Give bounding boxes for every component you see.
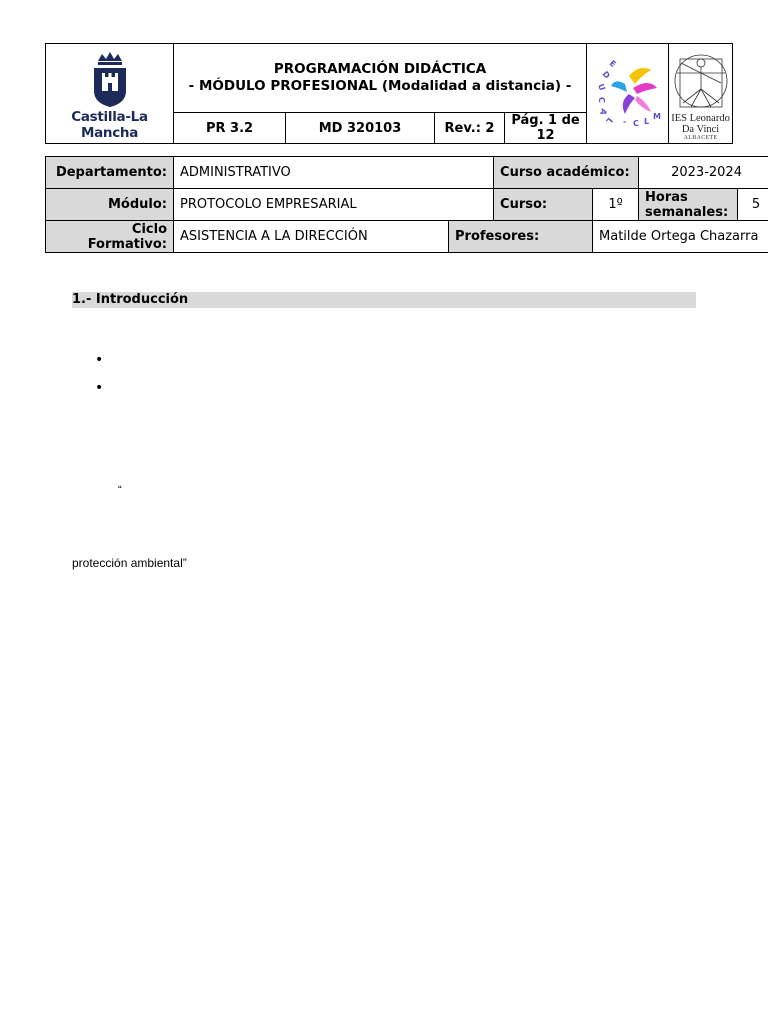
ies-leonardo-da-vinci-logo [669,44,733,144]
quote-open-mark: “ [118,484,122,496]
document-header [45,43,733,144]
document-title [174,44,587,113]
svg-text:-: - [622,116,626,126]
vitruvian-man-icon [671,47,731,113]
svg-text:C: C [632,118,639,128]
ies-city: ALBACETE [683,134,718,141]
educal-clm-logo [587,44,669,144]
svg-text:L: L [603,115,614,125]
departamento-label: Departamento: [46,157,174,189]
brand-logo-text: Castilla-La Mancha [71,108,148,141]
ies-name: IES Leonardo Da Vinci [671,112,730,135]
pr-code: PR 3.2 [174,113,286,144]
revision: Rev.: 2 [435,113,505,144]
svg-text:A: A [597,106,609,116]
svg-text:M: M [652,111,661,121]
bullet-point-2: • [95,380,104,396]
svg-text:L: L [643,116,649,126]
page-number: Pág. 1 de 12 [505,113,587,144]
ciclo-formativo-label: Ciclo Formativo: [46,221,174,253]
svg-text:U: U [595,82,607,92]
departamento-value: ADMINISTRATIVO [174,157,494,189]
educal-clm-logo-icon [589,54,667,134]
ciclo-formativo-value: ASISTENCIA A LA DIRECCIÓN [174,221,449,253]
curso-value: 1º [593,189,639,221]
title-line-1: PROGRAMACIÓN DIDÁCTICA [273,61,487,77]
paragraph-fragment: protección ambiental” [72,556,187,570]
curso-academico-label: Curso académico: [494,157,639,189]
title-line-2: - MÓDULO PROFESIONAL (Modalidad a distancia) - [188,78,572,94]
modulo-value: PROTOCOLO EMPRESARIAL [174,189,494,221]
svg-text:D: D [600,69,612,80]
curso-academico-value: 2023-2024 [639,157,768,189]
course-info-table [45,156,768,253]
bullet-point-1: • [95,352,104,368]
section-heading-text: 1.- Introducción [72,292,189,307]
svg-text:E: E [607,58,618,69]
horas-semanales-value: 5 [738,189,768,221]
castilla-la-mancha-logo [46,44,174,144]
profesores-value: Matilde Ortega Chazarra [593,221,768,253]
md-code: MD 320103 [286,113,435,144]
modulo-label: Módulo: [46,189,174,221]
curso-label: Curso: [494,189,593,221]
svg-text:C: C [596,96,606,103]
profesores-label: Profesores: [449,221,593,253]
horas-semanales-label: Horas semanales: [639,189,738,221]
section-heading-introduccion [72,292,696,308]
crown-castle-emblem-icon [88,51,132,109]
